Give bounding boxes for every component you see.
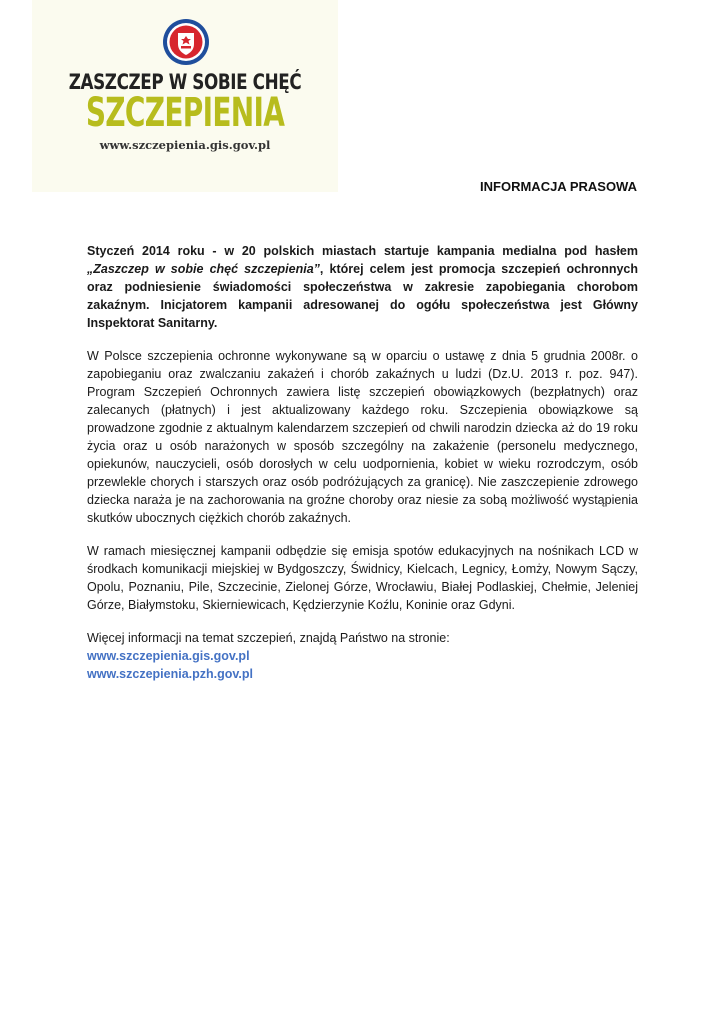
slogan-line-2: SZCZEPIENIA: [85, 90, 285, 136]
campaign-slogan-quote: „Zaszczep w sobie chęć szczepienia”: [87, 262, 320, 276]
more-info-paragraph: [87, 629, 638, 683]
lead-text-after: , której celem jest promocja szczepień ochronnych oraz podniesienie świadomości społeczeństwa w zakresie zapobiegania chorobom zakaźnym. Inicjatorem kampanii adresowanej do ogółu społeczeństwa jest Główny Inspektorat Sanitarny.: [87, 262, 639, 330]
legal-basis-paragraph: W Polsce szczepienia ochronne wykonywane są w oparciu o ustawę z dnia 5 grudnia 2008r. o zapobieganiu oraz zwalczaniu zakażeń i chorób zakaźnych u ludzi (Dz.U. 2013 r. poz. 947). Program Szczepień Ochronnych zawiera listę szczepień obowiązkowych (bezpłatnych) oraz zalecanych (płatnych) i jest aktualizowany każdego roku. Szczepienia obowiązkowe są prowadzone zgodnie z aktualnym kalendarzem szczepień od chwili narodzin dziecka aż do 19 roku życia oraz u osób narażonych w sposób szczególny na zakażenie (personelu medycznego, opiekunów, nauczycieli, osób dorosłych w celu uodpornienia, kobiet w wieku rozrodczym, osób przewlekle chorych i starszych oraz osób podróżujących za granicę). Nie zaszczepienie zdrowego dziecka naraża je na zachorowania na groźne choroby oraz niesie za sobą możliwość wystąpienia skutków ubocznych ciężkich chorób zakaźnych.: [87, 349, 638, 525]
sanitary-inspection-emblem-icon: [162, 18, 210, 66]
campaign-cities-paragraph: W ramach miesięcznej kampanii odbędzie się emisja spotów edukacyjnych na nośnikach LCD w środkach komunikacji miejskiej w Bydgoszczy, Świdnicy, Kielcach, Legnicy, Łomży, Nowym Sączy, Opolu, Poznaniu, Pile, Szczecinie, Zielonej Górze, Wrocławiu, Białej Podlaskiej, Chełmie, Jeleniej Górze, Białymstoku, Skierniewicach, Kędzierzynie Koźlu, Koninie oraz Gdyni.: [87, 544, 638, 612]
press-release-body: [87, 242, 638, 698]
lead-paragraph: [87, 242, 638, 332]
pzh-website-link[interactable]: www.szczepienia.pzh.gov.pl: [87, 667, 253, 681]
lead-text-before: Styczeń 2014 roku - w 20 polskich miastach startuje kampania medialna pod hasłem: [87, 244, 638, 258]
slogan-line-1: ZASZCZEP W SOBIE CHĘĆ: [68, 70, 302, 94]
campaign-website: www.szczepienia.gis.gov.pl: [99, 138, 271, 152]
gis-website-link[interactable]: www.szczepienia.gis.gov.pl: [87, 649, 250, 663]
more-info-text: Więcej informacji na temat szczepień, znajdą Państwo na stronie:: [87, 631, 450, 645]
campaign-banner: [32, 0, 338, 192]
press-release-title: INFORMACJA PRASOWA: [480, 179, 637, 194]
